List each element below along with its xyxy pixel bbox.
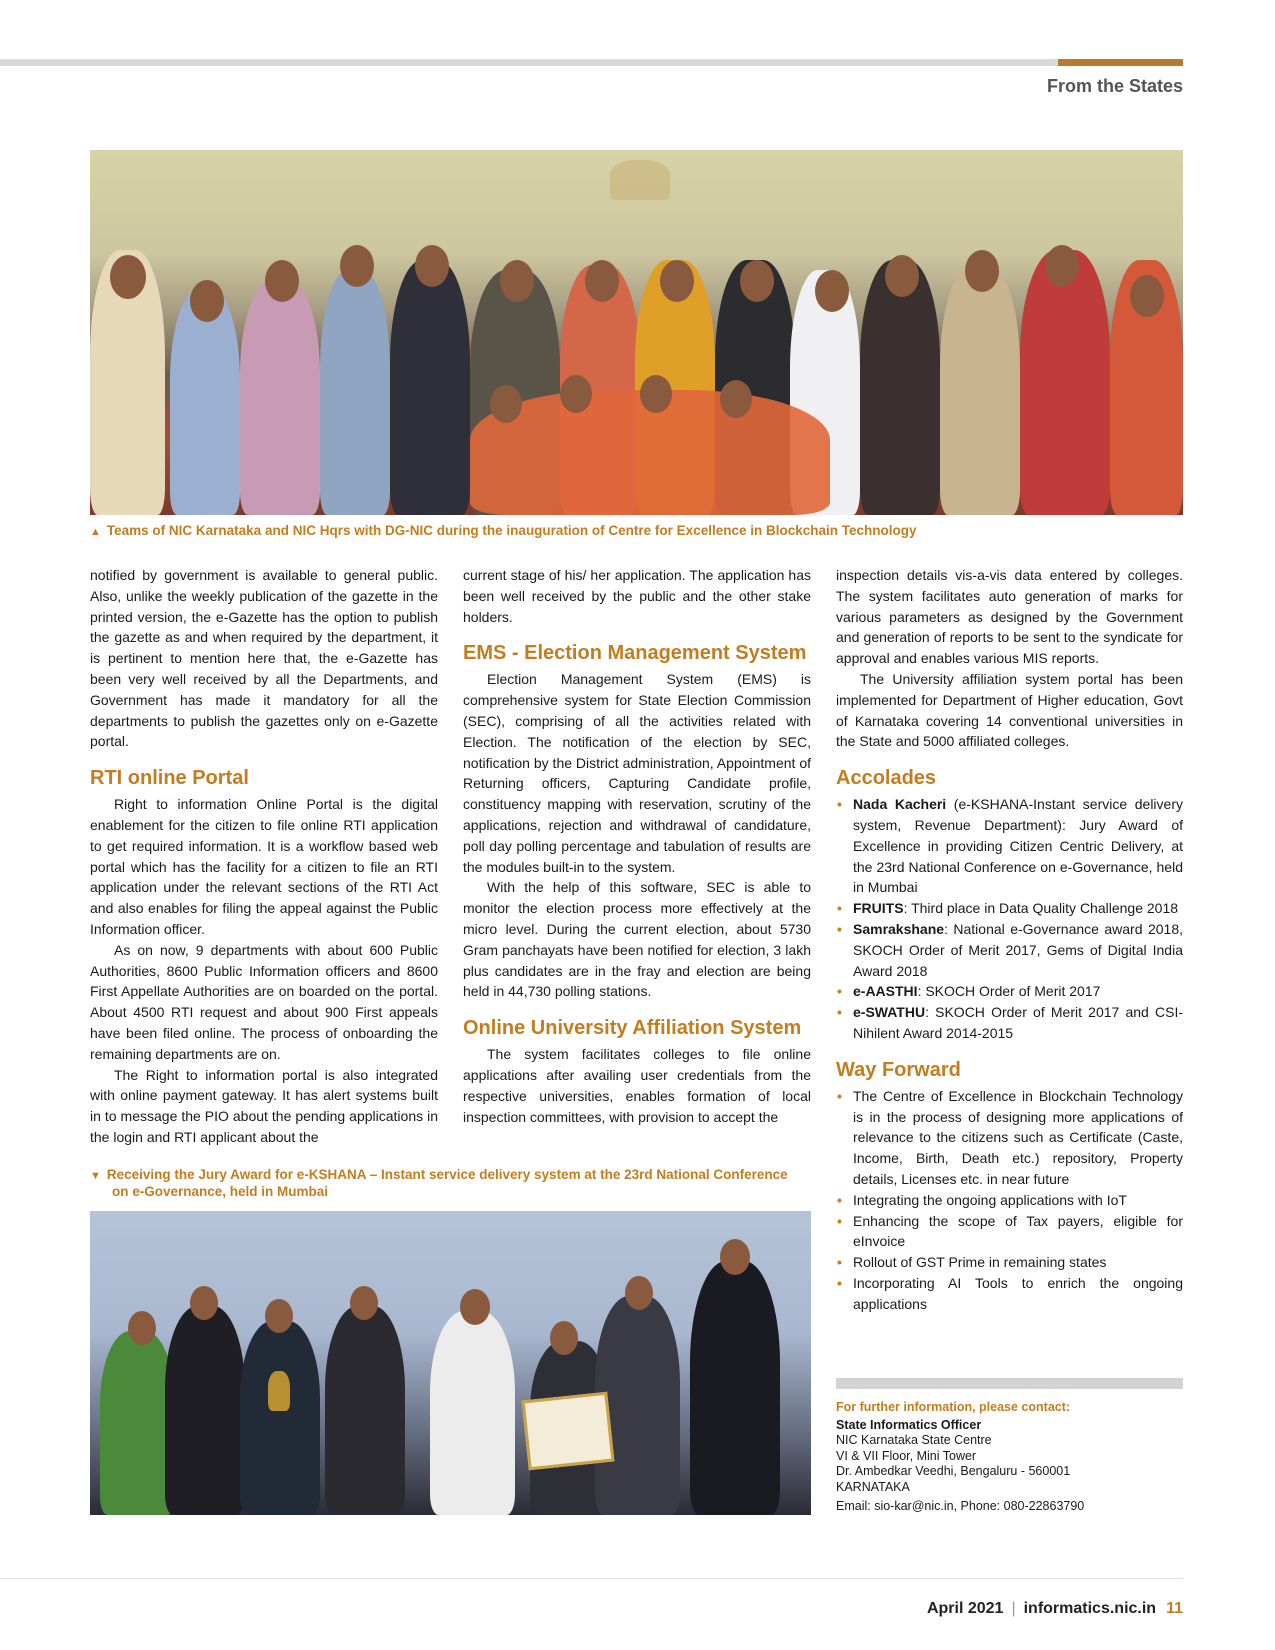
list-item: • e-SWATHU: SKOCH Order of Merit 2017 and CSI-Nihilent Award 2014-2015 [837,1004,1183,1041]
list-item: • Samrakshane: National e-Governance award 2018, SKOCH Order of Merit 2017, Gems of Digital India Award 2018 [837,920,1183,979]
list-item: • Rollout of GST Prime in remaining states [836,1252,1183,1273]
heading-accolades: Accolades [836,767,937,790]
bullet-icon: • [837,1087,842,1104]
column-1 [90,565,438,1148]
footer-date: April 2021 [926,1600,1004,1617]
paragraph: The Right to information portal is also integrated with online payment gateway. It has alert systems built in to message the PIO about the pending applications in the login and RTI applicant about the [90,1066,438,1145]
bullet-icon: • [837,1212,842,1229]
section-label: From the States [1046,76,1183,96]
bullet-icon: • [837,1191,842,1208]
page-number: 11 [1166,1600,1183,1617]
way-forward-list [836,1086,1183,1315]
header-rule [0,59,1183,66]
contact-box [836,1400,1183,1515]
bullet-icon: • [837,900,842,917]
heading-rti-portal: RTI online Portal [90,767,249,790]
paragraph: The system facilitates colleges to file online applications after availing user credentials from the respective universities, enables formation of local inspection committees, with provision to accept the [463,1046,811,1125]
list-item: • FRUITS: Third place in Data Quality Challenge 2018 [836,898,1183,919]
column-2 [463,565,811,1127]
accolades-list [836,794,1183,1044]
list-item: • Nada Kacheri (e-KSHANA-Instant service delivery system, Revenue Department): Jury Award of Excellence in providing Citizen Centric Delivery, at the 23rd National Conference on e-Governance, held in Mumbai [837,796,1183,896]
bullet-icon: • [837,1004,842,1021]
contact-title: State Informatics Officer [836,1417,982,1432]
group-photo [90,150,1183,515]
trophy-icon [268,1371,290,1411]
certificate [522,1392,615,1471]
bottom-photo-caption: ▼ Receiving the Jury Award for e-KSHANA – Instant service delivery system at the 23rd National Conference on e-Governance, held in Mumbai [90,1167,788,1199]
bullet-icon: • [837,1254,842,1271]
contact-heading: For further information, please contact: [836,1400,1071,1414]
contact-line: Dr. Ambedkar Veedhi, Bengaluru - 560001 [836,1464,1071,1478]
caption-up-icon: ▲ [90,526,101,538]
heading-university-affiliation: Online University Affiliation System [463,1017,802,1040]
contact-line: KARNATAKA [836,1479,910,1494]
bullet-icon: • [837,983,842,1000]
list-item: • Integrating the ongoing applications with IoT [836,1190,1183,1211]
bullet-icon: • [837,796,842,813]
paragraph: With the help of this software, SEC is able to monitor the election process more effectively at the micro level. During the current election, about 5730 Gram panchayats have been notified for election, 3 lakh plus candidates are in the fray and election are being held in 44,730 polling stations. [463,879,811,1000]
header-rule-accent [1058,59,1183,66]
footer-site: informatics.nic.in [1023,1600,1157,1617]
contact-rule [836,1378,1183,1389]
footer [927,1600,1183,1618]
footer-rule [0,1578,1183,1579]
bullet-icon: • [837,920,842,937]
contact-email: Email: sio-kar@nic.in, Phone: 080-22863790 [836,1499,1085,1513]
contact-line: NIC Karnataka State Centre [836,1433,992,1447]
paragraph: Election Management System (EMS) is comprehensive system for State Election Commission (SEC), comprising of all the activities related with Election. The notification of the election by SEC, notification by the District administration, Appointment of Returning officers, Capturing Candidate profile, constituency mapping with reservation, scrutiny of the applications, rejection and withdrawal of candidature, poll day polling percentage and tabulation of results are the modules built-in to the system. [463,671,811,875]
paragraph: current stage of his/ her application. The application has been well received by the public and the other stake holders. [463,567,811,625]
award-photo [90,1211,811,1515]
bullet-icon: • [837,1274,842,1291]
top-photo-caption: ▲ Teams of NIC Karnataka and NIC Hqrs with DG-NIC during the inauguration of Centre for Excellence in Blockchain Technology [90,523,917,538]
paragraph: inspection details vis-a-vis data entered by colleges. The system facilitates auto generation of marks for various parameters as designed by the Government and generation of reports to be sent to the syndicate for approval and enables various MIS reports. [836,567,1183,667]
footer-separator: | [1011,1600,1016,1617]
paragraph: As on now, 9 departments with about 600 Public Authorities, 8600 Public Information officers and 8600 First Appellate Authorities are on boarded on the portal. About 4500 RTI request and about 900 First appeals have been filed online. The process of onboarding the remaining departments are on. [90,941,438,1062]
heading-ems: EMS - Election Management System [463,642,807,665]
contact-line: VI & VII Floor, Mini Tower [836,1448,977,1463]
paragraph: notified by government is available to general public. Also, unlike the weekly publication of the gazette in the printed version, the e-Gazette has the option to publish the gazette as and when required by the department, it is pertinent to mention here that, the e-Gazette has been very well received by all the Departments, and Government has made it mandatory for all the departments to publish the gazettes only on e-Gazette portal. [90,567,438,750]
paragraph: Right to information Online Portal is the digital enablement for the citizen to file online RTI application to get required information. It is a workflow based web portal which has the facility for a citizen to file an RTI application under the relevant sections of the RTI Act and also enables for filing the appeal against the Public Information officer. [90,796,438,937]
caption-down-icon: ▼ [90,1170,101,1182]
heading-way-forward: Way Forward [836,1058,961,1081]
list-item: • e-AASTHI: SKOCH Order of Merit 2017 [836,981,1183,1002]
column-3 [836,565,1183,1315]
paragraph: The University affiliation system portal has been implemented for Department of Higher education, Govt of Karnataka covering 14 conventional universities in the State and 5000 affiliated colleges. [836,670,1183,750]
list-item: • Incorporating AI Tools to enrich the ongoing applications [837,1274,1183,1312]
list-item: • Enhancing the scope of Tax payers, eligible for eInvoice [837,1212,1183,1250]
list-item: • The Centre of Excellence in Blockchain Technology is in the process of designing more applications of relevance to the citizens such as Certificate (Caste, Income, Birth, Death etc.) repository, Property details, Licenses etc. in near future [837,1087,1183,1187]
